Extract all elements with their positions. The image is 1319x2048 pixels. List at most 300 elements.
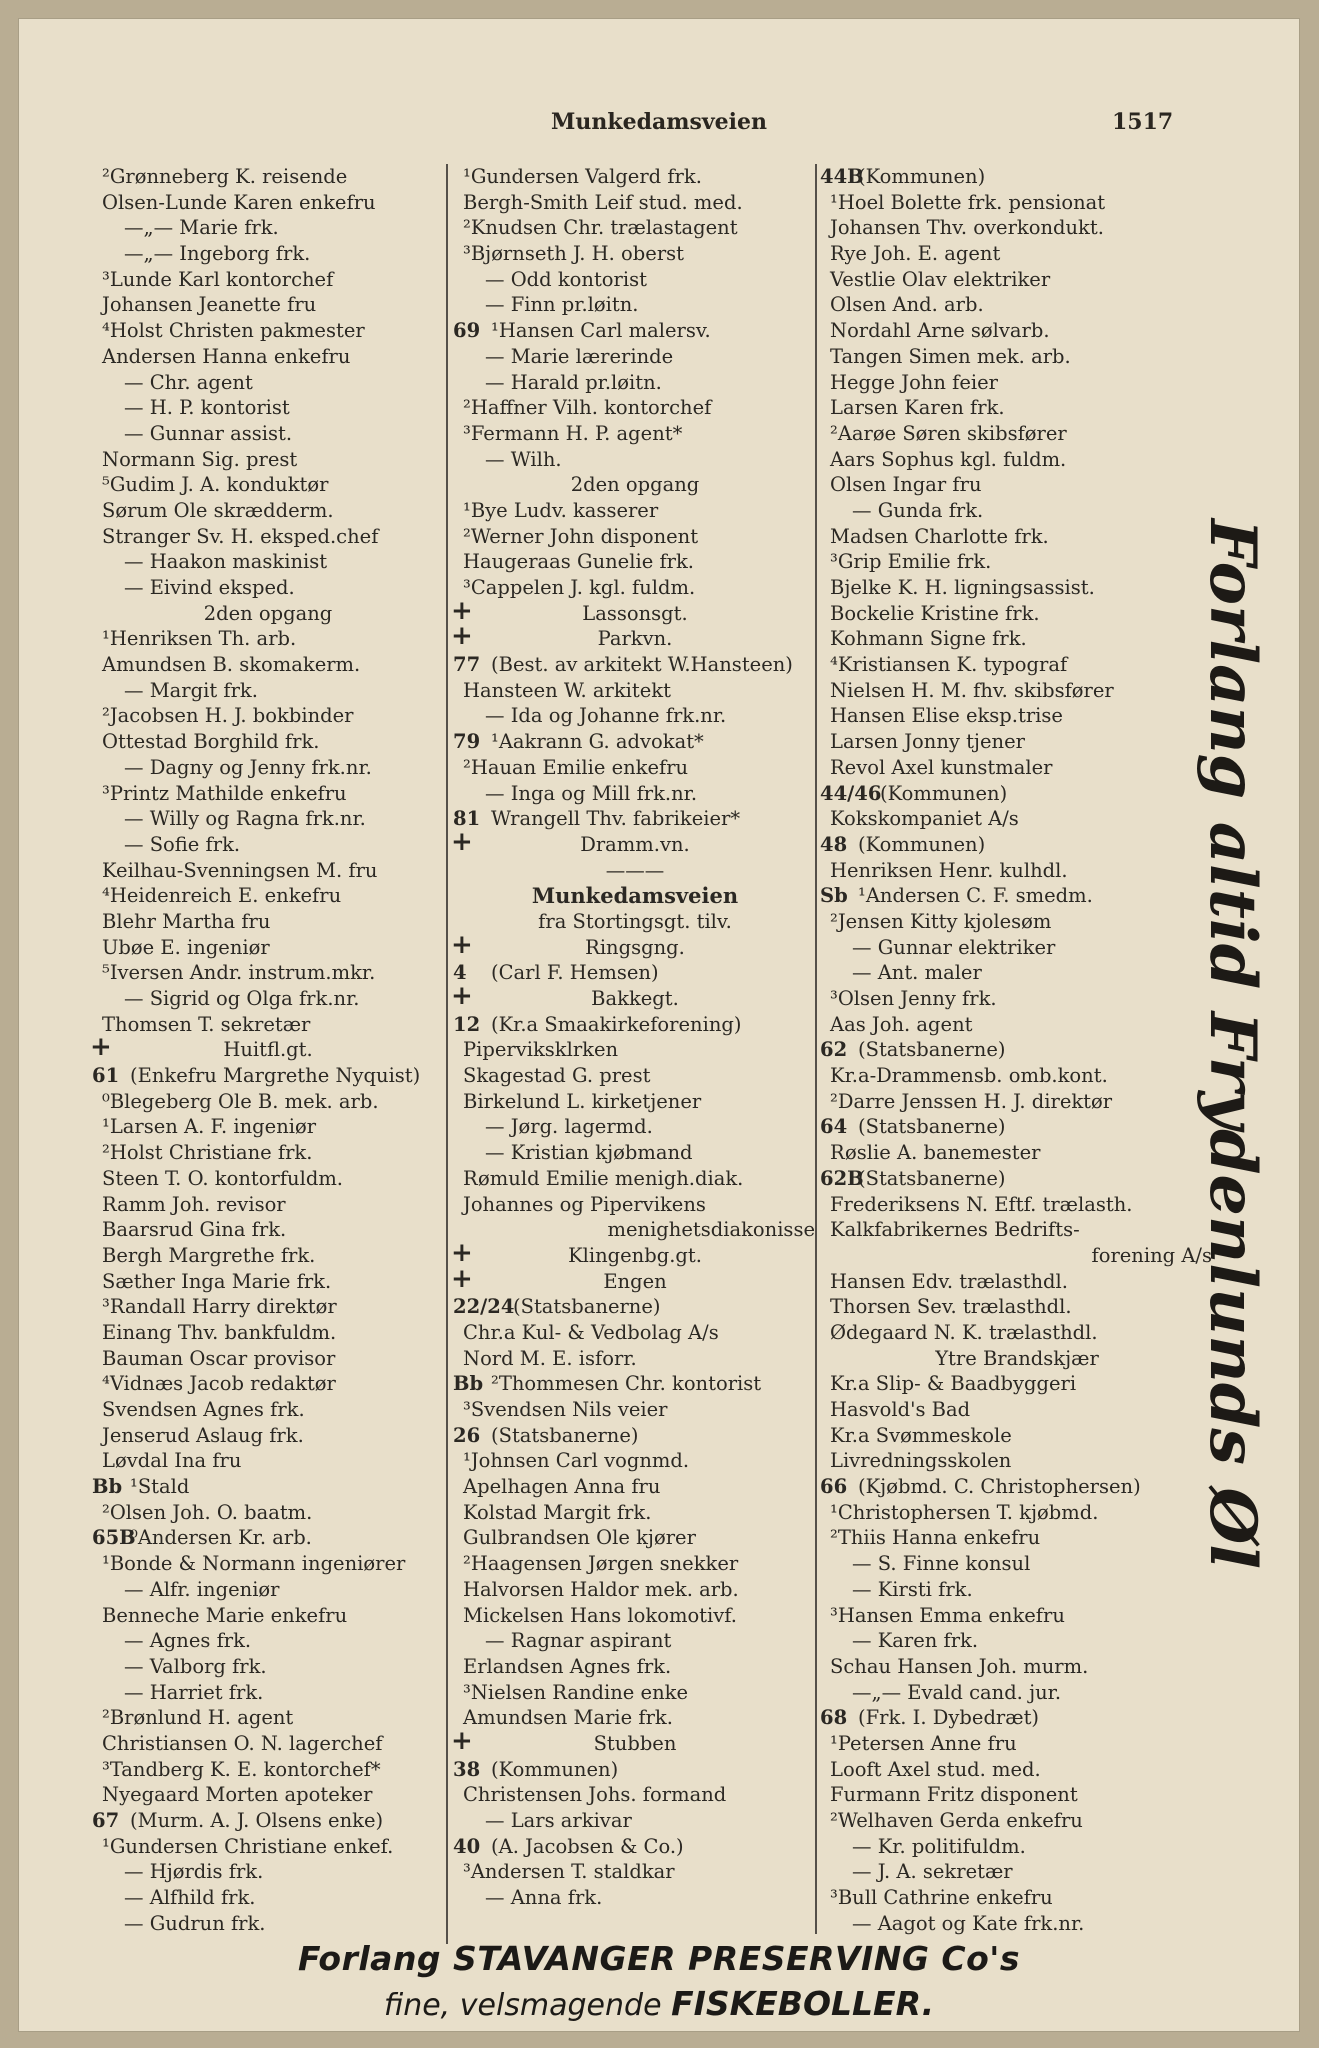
entry-text: ²Grønneberg K. reisende <box>102 165 348 188</box>
directory-entry <box>822 1166 1212 1192</box>
directory-entry <box>822 601 1212 627</box>
entry-text: Engen <box>603 1269 667 1293</box>
entry-text: ³Printz Mathilde enkefru <box>102 781 347 805</box>
directory-entry <box>94 267 442 293</box>
entry-text: Bauman Oscar provisor <box>102 1346 336 1370</box>
house-number: Sb <box>820 884 848 908</box>
directory-entry <box>94 549 442 575</box>
entry-text: Kalkfabrikernes Bedrifts- <box>830 1218 1080 1242</box>
directory-entry <box>94 1320 442 1346</box>
directory-entry <box>94 755 442 781</box>
directory-entry <box>822 986 1212 1012</box>
directory-entry <box>451 826 815 858</box>
directory-entry <box>94 806 442 832</box>
directory-entry <box>455 344 815 370</box>
directory-entry <box>822 652 1212 678</box>
side-ad-graphic <box>1189 519 1269 1569</box>
entry-text: Looft Axel stud. med. <box>830 1757 1041 1781</box>
entry-text: Olsen-Lunde Karen enkefru <box>102 190 376 214</box>
directory-entry <box>455 421 815 447</box>
directory-entry <box>822 1217 1212 1243</box>
entry-text: — Alfr. ingeniør <box>124 1577 280 1601</box>
directory-entry <box>822 1037 1212 1063</box>
entry-text: — Chr. agent <box>124 370 253 394</box>
entry-text: Rye Joh. E. agent <box>830 242 1001 266</box>
entry-text: ¹Gundersen Christiane enkef. <box>102 1834 394 1858</box>
directory-entry <box>822 755 1212 781</box>
directory-entry <box>822 1269 1212 1295</box>
directory-entry <box>822 1525 1212 1551</box>
directory-entry <box>822 960 1212 986</box>
entry-text: ⁴Heidenreich E. enkefru <box>102 884 342 908</box>
directory-entry <box>455 1577 815 1603</box>
entry-text: Ytre Brandskjær <box>935 1346 1099 1370</box>
entry-text: ¹Hansen Carl malersv. <box>491 319 711 343</box>
directory-entry <box>822 1012 1212 1038</box>
entry-text: ²Thommesen Chr. kontorist <box>491 1372 762 1396</box>
cross-marker-icon: + <box>451 1263 473 1294</box>
entry-text: ¹Bye Ludv. kasserer <box>463 498 659 522</box>
directory-entry <box>822 190 1212 216</box>
entry-text: fra Stortingsgt. tilv. <box>538 909 732 933</box>
entry-text: ¹Gundersen Valgerd frk. <box>463 165 702 188</box>
directory-entry <box>94 1911 442 1937</box>
entry-text: Jenserud Aslaug frk. <box>102 1423 304 1447</box>
directory-entry <box>822 1834 1212 1860</box>
directory-entry <box>94 1269 442 1295</box>
entry-text: Kr.a-Drammensb. omb.kont. <box>830 1064 1108 1088</box>
entry-text: Birkelund L. kirketjener <box>463 1089 702 1113</box>
directory-entry <box>94 626 442 652</box>
entry-text: — Harriet frk. <box>124 1680 264 1704</box>
entry-text: ⁵Iversen Andr. instrum.mkr. <box>102 961 376 985</box>
directory-entry <box>455 703 815 729</box>
directory-entry <box>94 1859 442 1885</box>
entry-text: — Dagny og Jenny frk.nr. <box>124 755 372 779</box>
entry-text: (Murm. A. J. Olsens enke) <box>130 1809 384 1832</box>
entry-text: — Gunda frk. <box>852 498 984 522</box>
entry-text: — Hjørdis frk. <box>124 1860 264 1884</box>
house-number: 65B <box>92 1526 136 1550</box>
entry-text: Kohmann Signe frk. <box>830 627 1027 651</box>
directory-entry <box>94 1243 442 1269</box>
entry-text: — Wilh. <box>485 447 562 471</box>
entry-text: Hansteen W. arkitekt <box>463 678 671 702</box>
house-number: 66 <box>820 1475 848 1499</box>
entry-text: Rømuld Emilie menigh.diak. <box>463 1166 744 1190</box>
entry-text: (Kr.a Smaakirkeforening) <box>491 1012 742 1036</box>
directory-entry <box>94 1448 442 1474</box>
entry-text: ³Hansen Emma enkefru <box>830 1603 1065 1627</box>
directory-entry <box>94 215 442 241</box>
cross-marker-icon: + <box>451 1237 473 1268</box>
entry-text: Halvorsen Haldor mek. arb. <box>463 1577 739 1601</box>
directory-entry <box>94 703 442 729</box>
entry-text: Kr.a Slip- & Baadbyggeri <box>830 1372 1077 1396</box>
entry-text: ²Olsen Joh. O. baatm. <box>102 1500 313 1524</box>
directory-entry <box>94 1757 442 1783</box>
entry-text: (Enkefru Margrethe Nyquist) <box>130 1064 421 1088</box>
directory-entry <box>455 1346 815 1372</box>
directory-entry <box>822 370 1212 396</box>
directory-entry <box>455 1063 815 1089</box>
cross-marker-icon: + <box>451 595 473 626</box>
directory-entry <box>822 1500 1212 1526</box>
directory-entry <box>822 678 1212 704</box>
directory-entry <box>455 678 815 704</box>
entry-text: Frederiksens N. Eftf. trælasth. <box>830 1192 1133 1216</box>
directory-entry <box>455 164 815 190</box>
entry-text: Dramm.vn. <box>580 832 690 856</box>
entry-text: Lassonsgt. <box>582 601 688 625</box>
entry-text: ²Thiis Hanna enkefru <box>830 1526 1041 1550</box>
directory-entry <box>455 498 815 524</box>
entry-text: forening A/s <box>1091 1243 1212 1267</box>
entry-text: Bockelie Kristine frk. <box>830 601 1040 625</box>
directory-entry <box>455 1859 815 1885</box>
directory-entry <box>822 472 1212 498</box>
directory-entry <box>94 1705 442 1731</box>
entry-text: Bergh-Smith Leif stud. med. <box>463 190 743 214</box>
directory-entry <box>822 1705 1212 1731</box>
directory-entry <box>822 447 1212 473</box>
entry-text: ²Haagensen Jørgen snekker <box>463 1552 739 1576</box>
entry-text: Haugeraas Gunelie frk. <box>463 550 694 574</box>
directory-column-2 <box>451 164 815 1911</box>
entry-text: (Carl F. Hemsen) <box>491 961 659 985</box>
entry-text: Hansen Edv. trælasthdl. <box>830 1269 1068 1293</box>
entry-text: (Best. av arkitekt W.Hansteen) <box>491 653 793 677</box>
entry-text: Stubben <box>593 1731 677 1755</box>
directory-entry <box>822 1140 1212 1166</box>
directory-entry <box>94 832 442 858</box>
directory-entry <box>455 858 815 884</box>
house-number: 67 <box>92 1809 120 1832</box>
entry-text: — Sofie frk. <box>124 832 241 856</box>
entry-text: — Marie lærerinde <box>485 344 674 368</box>
entry-text: (Kommunen) <box>491 1757 619 1781</box>
entry-text: Christiansen O. N. lagerchef <box>102 1731 383 1755</box>
entry-text: ³Lunde Karl kontorchef <box>102 267 334 291</box>
directory-entry <box>822 1397 1212 1423</box>
house-number: 40 <box>453 1834 481 1858</box>
house-number: 22/24 <box>453 1295 515 1319</box>
entry-text: ²Darre Jenssen H. J. direktør <box>830 1089 1113 1113</box>
directory-entry <box>822 1628 1212 1654</box>
entry-text: Kokskompaniet A/s <box>830 807 1019 831</box>
entry-text: (Statsbanerne) <box>858 1038 1006 1062</box>
entry-text: Ramm Joh. revisor <box>102 1192 286 1216</box>
directory-entry <box>94 1834 442 1860</box>
entry-text: — Anna frk. <box>485 1886 603 1910</box>
directory-entry <box>822 1423 1212 1449</box>
directory-entry <box>94 601 442 627</box>
directory-entry <box>822 703 1212 729</box>
directory-entry <box>94 1166 442 1192</box>
column-divider <box>815 164 817 1934</box>
entry-text: Vestlie Olav elektriker <box>830 267 1051 291</box>
entry-text: Ødegaard N. K. trælasthdl. <box>830 1320 1098 1344</box>
entry-text: — Jørg. lagermd. <box>485 1115 653 1139</box>
entry-text: ⁵Gudim J. A. konduktør <box>102 473 329 497</box>
house-number: Bb <box>453 1372 484 1396</box>
entry-text: ²Holst Christiane frk. <box>102 1141 313 1165</box>
entry-text: Henriksen Henr. kulhdl. <box>830 858 1068 882</box>
entry-text: ¹Johnsen Carl vognmd. <box>463 1449 690 1473</box>
directory-entry <box>455 1140 815 1166</box>
entry-text: ⁰Andersen Kr. arb. <box>130 1526 312 1550</box>
directory-entry <box>455 1603 815 1629</box>
entry-text: Munkedamsveien <box>531 883 739 909</box>
directory-entry <box>94 472 442 498</box>
house-number: 62B <box>820 1166 864 1190</box>
entry-text: ³Tandberg K. E. kontorchef* <box>102 1757 381 1781</box>
directory-entry <box>455 755 815 781</box>
entry-text: (A. Jacobsen & Co.) <box>491 1834 684 1858</box>
entry-text: Ottestad Borghild frk. <box>102 730 320 754</box>
page-number: 1517 <box>1112 109 1174 135</box>
directory-entry <box>822 1808 1212 1834</box>
ad-line-2-bold: FISKEBOLLER. <box>671 1984 935 2023</box>
entry-text: ¹Andersen C. F. smedm. <box>858 884 1093 908</box>
directory-entry <box>822 1192 1212 1218</box>
directory-entry <box>455 1371 815 1397</box>
entry-text: — Kirsti frk. <box>852 1577 973 1601</box>
directory-entry <box>822 1603 1212 1629</box>
directory-entry <box>455 524 815 550</box>
entry-text: — Alfhild frk. <box>124 1886 256 1910</box>
entry-text: — Aagot og Kate frk.nr. <box>852 1911 1085 1935</box>
house-number: 81 <box>453 807 481 831</box>
entry-text: — Eivind eksped. <box>124 576 295 599</box>
entry-text: Larsen Jonny tjener <box>830 730 1025 754</box>
directory-entry <box>822 267 1212 293</box>
directory-entry <box>94 524 442 550</box>
entry-text: Stranger Sv. H. eksped.chef <box>102 524 379 548</box>
directory-entry <box>822 1654 1212 1680</box>
directory-entry <box>94 1782 442 1808</box>
entry-text: Christensen Johs. formand <box>463 1783 727 1807</box>
entry-text: — J. A. sekretær <box>852 1860 1013 1884</box>
directory-entry <box>451 1237 815 1269</box>
directory-entry <box>94 164 442 190</box>
entry-text: Madsen Charlotte frk. <box>830 524 1049 548</box>
entry-text: ⁴Vidnæs Jacob redaktør <box>102 1372 336 1396</box>
directory-entry <box>455 215 815 241</box>
entry-text: ¹Larsen A. F. ingeniør <box>102 1115 317 1139</box>
entry-text: Schau Hansen Joh. murm. <box>830 1654 1089 1678</box>
directory-entry <box>94 318 442 344</box>
directory-entry <box>455 1551 815 1577</box>
directory-entry <box>455 370 815 396</box>
directory-entry <box>822 241 1212 267</box>
entry-text: (Kommunen) <box>858 832 986 856</box>
directory-entry <box>94 344 442 370</box>
house-number: 64 <box>820 1115 848 1139</box>
directory-entry <box>94 1089 442 1115</box>
directory-entry <box>822 1114 1212 1140</box>
entry-text: — Lars arkivar <box>485 1809 632 1832</box>
directory-entry <box>822 1885 1212 1911</box>
entry-text: — Haakon maskinist <box>124 550 328 574</box>
directory-entry <box>822 909 1212 935</box>
directory-entry <box>94 1346 442 1372</box>
entry-text: —„— Evald cand. jur. <box>852 1680 1062 1704</box>
directory-entry <box>822 935 1212 961</box>
directory-entry <box>94 190 442 216</box>
entry-text: Sæther Inga Marie frk. <box>102 1269 332 1293</box>
entry-text: ¹Christophersen T. kjøbmd. <box>830 1500 1099 1524</box>
entry-text: (Statsbanerne) <box>513 1295 661 1319</box>
directory-entry <box>94 421 442 447</box>
directory-entry <box>822 292 1212 318</box>
entry-text: Aas Joh. agent <box>830 1012 973 1036</box>
house-number: 61 <box>92 1064 120 1088</box>
entry-text: Bakkegt. <box>591 987 679 1010</box>
house-number: 4 <box>453 961 467 985</box>
entry-text: Klingenbg.gt. <box>568 1243 702 1267</box>
entry-text: ³Olsen Jenny frk. <box>830 987 997 1010</box>
directory-entry <box>94 1012 442 1038</box>
directory-entry <box>455 1500 815 1526</box>
entry-text: ²Haffner Vilh. kontorchef <box>463 396 712 420</box>
entry-text: Skagestad G. prest <box>463 1064 651 1088</box>
directory-entry <box>94 1114 442 1140</box>
directory-entry <box>455 781 815 807</box>
directory-entry <box>822 421 1212 447</box>
entry-text: Bergh Margrethe frk. <box>102 1243 316 1267</box>
ad-line-2 <box>19 1984 1299 2023</box>
entry-text: Andersen Hanna enkefru <box>102 344 351 368</box>
entry-text: — Agnes frk. <box>124 1629 252 1653</box>
directory-entry <box>455 1012 815 1038</box>
directory-entry <box>451 1725 815 1757</box>
page-title: Munkedamsveien <box>550 109 767 135</box>
directory-entry <box>455 1089 815 1115</box>
directory-entry <box>94 858 442 884</box>
entry-text: Ubøe E. ingeniør <box>102 935 270 959</box>
directory-entry <box>822 164 1212 190</box>
entry-text: Bjelke K. H. ligningsassist. <box>830 576 1095 599</box>
directory-entry <box>822 215 1212 241</box>
directory-entry <box>455 1680 815 1706</box>
entry-text: — Finn pr.løitn. <box>485 293 639 317</box>
directory-entry <box>94 395 442 421</box>
entry-text: Erlandsen Agnes frk. <box>463 1654 672 1678</box>
entry-text: (Kjøbmd. C. Christophersen) <box>858 1475 1141 1499</box>
ad-line-2-prefix: fine, velsmagende <box>383 1988 662 2023</box>
directory-entry <box>455 883 815 909</box>
directory-entry <box>94 1371 442 1397</box>
entry-text: Hansen Elise eksp.trise <box>830 704 1063 728</box>
entry-text: ⁴Kristiansen K. typograf <box>830 653 1068 677</box>
entry-text: Normann Sig. prest <box>102 447 298 471</box>
directory-entry <box>94 935 442 961</box>
directory-entry <box>822 1551 1212 1577</box>
entry-text: ——— <box>605 858 665 882</box>
directory-entry <box>94 986 442 1012</box>
directory-entry <box>455 1628 815 1654</box>
entry-text: Løvdal Ina fru <box>102 1449 242 1473</box>
directory-entry <box>455 1037 815 1063</box>
entry-text: Benneche Marie enkefru <box>102 1603 348 1627</box>
directory-entry <box>822 1731 1212 1757</box>
directory-entry <box>822 883 1212 909</box>
directory-entry <box>94 909 442 935</box>
ad-line-1: Forlang STAVANGER PRESERVING Co's <box>297 1939 1021 1978</box>
directory-entry <box>822 549 1212 575</box>
directory-entry <box>94 575 442 601</box>
entry-text: Hasvold's Bad <box>830 1398 971 1421</box>
entry-text: 2den opgang <box>570 473 700 497</box>
directory-entry <box>455 652 815 678</box>
entry-text: (Frk. I. Dybedræt) <box>858 1706 1040 1730</box>
entry-text: — Harald pr.løitn. <box>485 370 662 394</box>
directory-entry <box>455 1757 815 1783</box>
entry-text: ³Fermann H. P. agent* <box>463 421 683 445</box>
entry-text: (Statsbanerne) <box>491 1423 639 1447</box>
directory-entry <box>822 318 1212 344</box>
directory-entry <box>822 1089 1212 1115</box>
directory-entry <box>94 1577 442 1603</box>
cross-marker-icon: + <box>451 929 473 960</box>
entry-text: Røslie A. banemester <box>830 1141 1041 1165</box>
entry-text: ³Cappelen J. kgl. fuldm. <box>463 576 696 599</box>
directory-entry <box>94 1140 442 1166</box>
cross-marker-icon: + <box>451 981 473 1011</box>
entry-text: Hegge John feier <box>830 370 998 394</box>
directory-entry <box>822 498 1212 524</box>
entry-text: ¹Petersen Anne fru <box>830 1731 1017 1755</box>
directory-entry <box>822 524 1212 550</box>
house-number: 68 <box>820 1706 848 1730</box>
cross-marker-icon: + <box>451 1725 473 1756</box>
entry-text: ⁴Holst Christen pakmester <box>102 319 365 343</box>
directory-entry <box>822 1859 1212 1885</box>
entry-text: Kolstad Margit frk. <box>463 1500 652 1524</box>
directory-entry <box>455 1320 815 1346</box>
directory-entry <box>455 1474 815 1500</box>
directory-entry <box>455 1423 815 1449</box>
directory-entry <box>94 1808 442 1834</box>
directory-entry <box>822 1294 1212 1320</box>
entry-text: ¹Stald <box>130 1475 190 1499</box>
directory-column-1 <box>90 164 442 1936</box>
entry-text: — Ant. maler <box>852 961 982 985</box>
entry-text: — Gudrun frk. <box>124 1911 266 1935</box>
directory-entry <box>94 292 442 318</box>
entry-text: Olsen Ingar fru <box>830 473 982 497</box>
directory-entry <box>94 1397 442 1423</box>
entry-text: — Gunnar assist. <box>124 421 293 445</box>
directory-entry <box>451 929 815 961</box>
side-ad-text: Forlang altid Frydenlunds Øl <box>1195 519 1270 1552</box>
directory-entry <box>94 1063 442 1089</box>
directory-entry <box>455 1448 815 1474</box>
directory-entry <box>455 1217 815 1243</box>
directory-entry <box>94 1500 442 1526</box>
directory-entry <box>94 1628 442 1654</box>
entry-text: 2den opgang <box>203 601 333 625</box>
house-number: 77 <box>453 653 481 677</box>
entry-text: Chr.a Kul- & Vedbolag A/s <box>463 1320 719 1344</box>
directory-entry <box>94 652 442 678</box>
cross-marker-icon: + <box>451 621 473 652</box>
entry-text: Ringsgng. <box>585 935 685 959</box>
directory-page <box>18 18 1300 2032</box>
entry-text: ¹Aakrann G. advokat* <box>491 730 704 754</box>
entry-text: Nielsen H. M. fhv. skibsfører <box>830 678 1114 702</box>
